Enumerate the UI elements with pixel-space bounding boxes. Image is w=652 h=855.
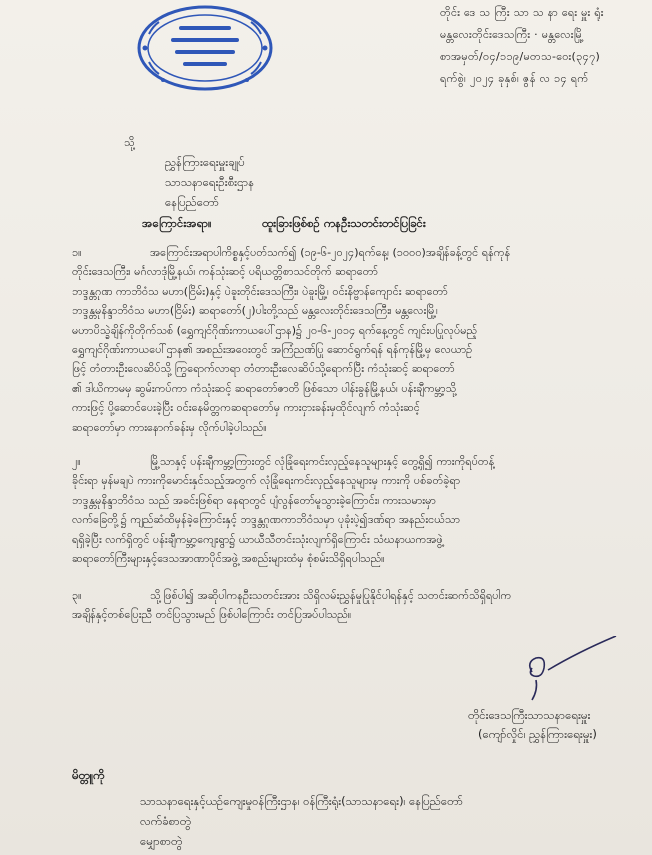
paragraph-line: ကားဖြင့် ပို့ဆောင်ပေးခဲ့ပြီး ဝင်းနေမိတ္တကဆရာတော်မှ ကားငှားခန်းမှထိုင်လျက် ကံသုံးဆင့်	[72, 401, 420, 415]
paragraph-line: ဆရာတော်ကြီးများနှင့်ဒေသအာဏာပိုင်အဖွဲ့ အစည်းများထံမှ စုံစမ်းသိရှိရပါသည်။	[72, 552, 385, 566]
recipient-department: သာသနာရေးဦးစီးဌာန	[165, 175, 255, 189]
paragraph-line: ဘဒ္ဒန္တဂုဏ ကာဘိဝံသ မဟာ(ငြိမ်း)နှင့် ပဲခူးတိုင်းဒေသကြီး၊ ပဲခူးမြို့၊ ဝင်းနိဗ္ဗာန်ကျောင်း ဆရာတော်	[72, 284, 448, 298]
signatory-title: တိုင်းဒေသကြီးသာသနာရေးမှူး	[468, 708, 591, 722]
handwritten-signature	[470, 636, 620, 706]
official-seal-stamp	[135, 4, 275, 92]
paragraph-line: သို့ဖြစ်ပါ၍ အဆိုပါကနဦးသတင်းအား သိရှိလမ်းညွှန်မှုပြုနိုင်ပါရန်နှင့် သတင်းဆက်သိရှိရပါက	[150, 589, 512, 602]
letter-date: ရက်စွဲ၊ ၂၀၂၄ ခုနှစ်၊ ဇွန် လ ၁၄ ရက်	[440, 72, 589, 85]
paragraph-line: အကြောင်းအရာပါကိစ္စနှင့်ပတ်သက်၍ (၁၉-၆-၂၀၂၄)ရက်နေ့၊ (၁၀၀၀)အချိန်ခန့်တွင် ရန်ကုန်	[150, 246, 511, 259]
paragraph-1	[72, 243, 637, 437]
paragraph-line: ဆရာတော်မှာ ကားနောက်ခန်းမှ လိုက်ပါခဲ့ပါသည်။	[72, 420, 267, 434]
paragraph-number: ၃။	[72, 589, 82, 602]
paragraph-line: ဘဒ္ဒန္တမုနိန္ဒာဘိဝံသ မဟာ(ငြိမ်း) ဆရာတော်(၂)ပါးတို့သည် မန္တလေးတိုင်းဒေသကြီး၊ မန္တလေးမြို့၊	[72, 304, 438, 318]
paragraph-line: အချိန်နှင့်တစ်ပြေးညီ တင်ပြသွားမည် ဖြစ်ပါကြောင်း တင်ပြအပ်ပါသည်။	[72, 608, 352, 622]
recipient-label: သို့	[124, 136, 135, 149]
paragraph-line: လက်ခြေတို့၌ ကျည်ဆံထိမှန်ခဲ့ကြောင်းနှင့် ဘဒ္ဒန္တဂုဏကာဘိဝံသမှာ ပုခုံးပဲ့၍ဒဏ်ရာ အနည်းငယ်သာ	[72, 513, 461, 527]
paragraph-3	[72, 586, 637, 625]
paragraph-line: မဟာပိသ္ခဲချိန်ကိုတိုက်သစ် (ရွှေကျင်ဂိုဏ်းကာယပေါ်ဌာန)၌ ၂၀-၆-၂၀၁၄ ရက်နေ့တွင် ကျင်းပပြုလုပ်မည့်	[72, 323, 478, 337]
paragraph-line: ဘဒ္ဒန္တမုနိန္ဒာဘိဝံသ သည် အခင်းဖြစ်ရာ နေရာတွင် ပျံလွန်တော်မူသွားခဲ့ကြောင်း၊ ကားသမားမှာ	[72, 493, 436, 507]
cc-file-received: လက်ခံစာတွဲ	[140, 814, 191, 828]
paragraph-line: ခိုင်းရာ မှန်မချပဲ ကားကိုမောင်းနှင်သည့်အတွက် လုံခြုံရေးကင်းလှည့်နေသူများမှ ကားကို ပစ်ခတ်ခဲ့ရာ	[72, 474, 461, 488]
paragraph-line: ရွှေကျင်ဂိုဏ်းကာယပေါ်ဌာန၏ အစည်းအဝေးတွင် အကြံညဏ်ပြု ဆောင်ရွက်ရန် ရန်ကုန်မြို့မှ လေယာဉ်	[72, 343, 473, 357]
recipient-city: နေပြည်တော်	[165, 195, 219, 209]
paragraph-line: မြို့သာနှင့် ပန်းချီကမ္ဘာ့ကြားတွင် လုံခြုံရေးကင်းလှည့်နေသူများနှင့် တွေ့ရှိ၍ ကားကိုရပ်တန့်	[150, 455, 495, 468]
office-name: တိုင်း ဒေ သ ကြီး သာ သ နာ ရေး မှူး ရုံး	[440, 6, 604, 19]
paragraph-number: ၁။	[72, 246, 82, 259]
subject-label: အကြောင်းအရာ။	[142, 216, 212, 230]
cc-recipient: သာသနာရေးနှင့်ယဉ်ကျေးမှုဝန်ကြီးဌာန၊ ဝန်ကြီးရုံး(သာသနာရေး)၊ နေပြည်တော်	[140, 794, 463, 808]
recipient-title: ညွှန်ကြားရေးမှူးချုပ်	[165, 155, 245, 169]
paragraph-line: ၏ ဒါယိကာမမှ ဆွမ်းကပ်ကာ ကံသုံးဆင့် ဆရာတော်ဇာတိ ဖြစ်သော ပါန်းခွန်မြို့နယ်၊ ပန်းချီကမ္ဘာ့သို့	[72, 381, 457, 395]
paragraph-line: တိုင်းဒေသကြီး၊ မင်္ဂလာဒုံမြို့နယ်၊ ကန်သုံးဆင့် ပရိယတ္တိစာသင်တိုက် ဆရာတော်	[72, 265, 378, 279]
signatory-name: (ကျော်လှိုင်၊ ညွှန်ကြားရေးမှူး)	[478, 727, 597, 741]
paragraph-line: ရရှိခဲ့ပြီး လက်ရှိတွင် ပန်းချီကမ္ဘာ့ကျေးရွာ၌ ယာယီသီတင်းသုံးလျက်ရှိကြောင်း သံဃနာယကအဖွဲ့	[72, 532, 443, 546]
paragraph-line: ဖြင့် တံတားဦးလေဆိပ်သို့ ကြွရောက်လာရာ တံတားဦးလေဆိပ်သို့ရောက်ပြီး ကံသုံးဆင့် ဆရာတော်	[72, 362, 455, 376]
cc-file-circulation: မျှောစာတွဲ	[140, 834, 183, 848]
paragraph-2	[72, 452, 637, 568]
subject-text: ထူးခြားဖြစ်စဉ် ကနဦးသတင်းတင်ပြခြင်း	[262, 216, 426, 230]
cc-label: မိတ္တူကို	[72, 768, 105, 782]
reference-number: စာအမှတ်/၀၄/၁၁၉/မတသ-ဝေး(၃၄၇)	[440, 50, 601, 63]
paragraph-number: ၂။	[72, 455, 81, 468]
office-location: မန္တလေးတိုင်းဒေသကြီး · မန္တလေးမြို့	[440, 28, 584, 41]
